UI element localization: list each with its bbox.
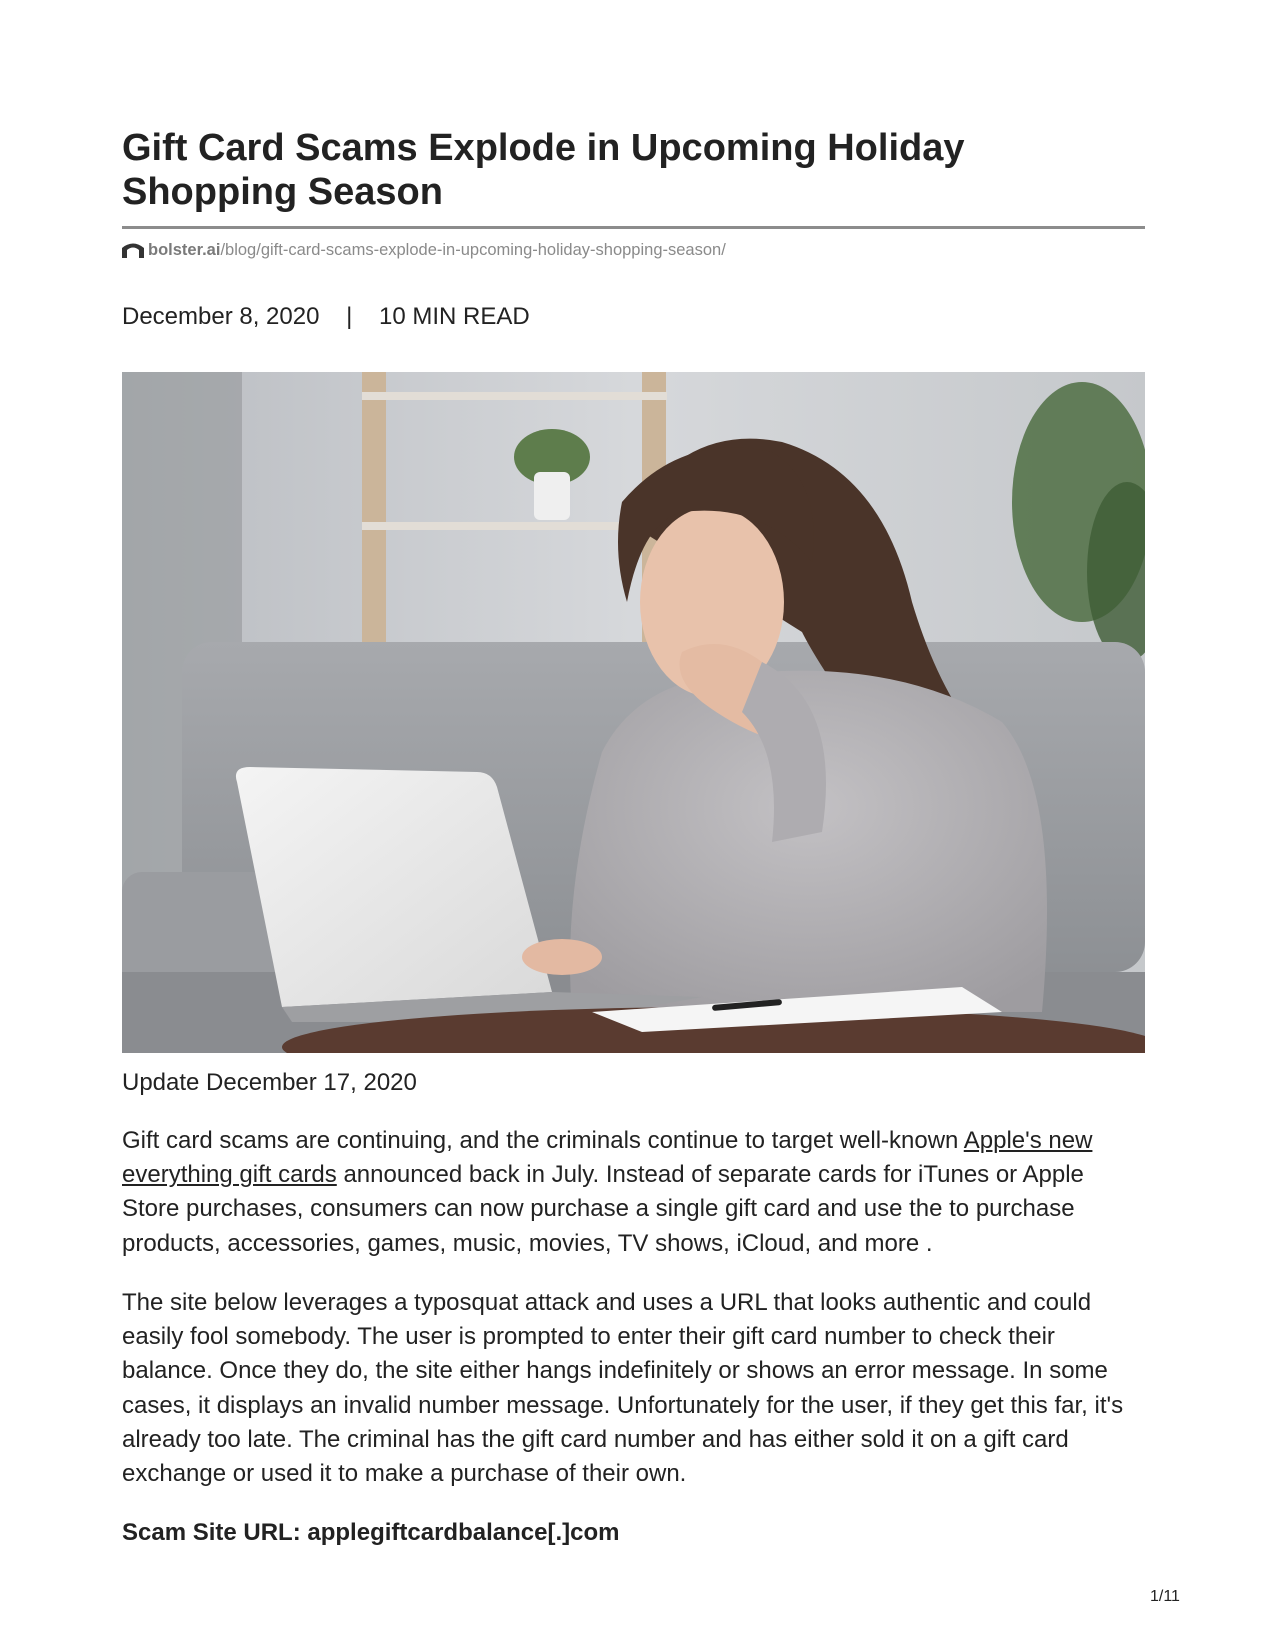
page-number: 1/11: [1150, 1588, 1180, 1605]
source-url[interactable]: [122, 240, 726, 260]
apple-gift-cards-link[interactable]: Apple's new everything gift cards: [122, 1127, 1093, 1189]
page-title: Gift Card Scams Explode in Upcoming Holiday Shopping Season: [122, 127, 965, 213]
title-divider: [122, 226, 1145, 229]
scam-site-url: Scam Site URL: applegiftcardbalance[.]com: [122, 1519, 620, 1546]
update-note: Update December 17, 2020: [122, 1069, 417, 1096]
woman-surprised-laptop-photo-icon: [122, 372, 1145, 1053]
source-domain: bolster.ai: [148, 241, 221, 259]
bolster-favicon-icon: [122, 242, 144, 263]
source-path: /blog/gift-card-scams-explode-in-upcoming-holiday-shopping-season/: [220, 241, 726, 259]
hero-image: [122, 372, 1145, 1053]
p1-text-after: announced back in July. Instead of separate cards for iTunes or Apple Store purchases, consumers can now purchase a single gift card and use the to purchase products, accessories, games, music, movies, TV shows, iCloud, and more .: [122, 1161, 1084, 1257]
publish-date: December 8, 2020: [122, 303, 320, 330]
p1-text-before: Gift card scams are continuing, and the criminals continue to target well-known: [122, 1127, 964, 1154]
meta-separator: |: [346, 303, 353, 330]
article-meta: [122, 302, 530, 332]
paragraph-2: The site below leverages a typosquat attack and uses a URL that looks authentic and could easily fool somebody. The user is prompted to enter their gift card number to check their balance. Once they do, the site either hangs indefinitely or shows an error message. In some cases, it displays an invalid number message. Unfortunately for the user, if they get this far, it's already too late. The criminal has the gift card number and has either sold it on a gift card exchange or used it to make a purchase of their own.: [122, 1289, 1124, 1488]
read-time: 10 MIN READ: [379, 303, 530, 330]
paragraph-1: [122, 1124, 1145, 1261]
